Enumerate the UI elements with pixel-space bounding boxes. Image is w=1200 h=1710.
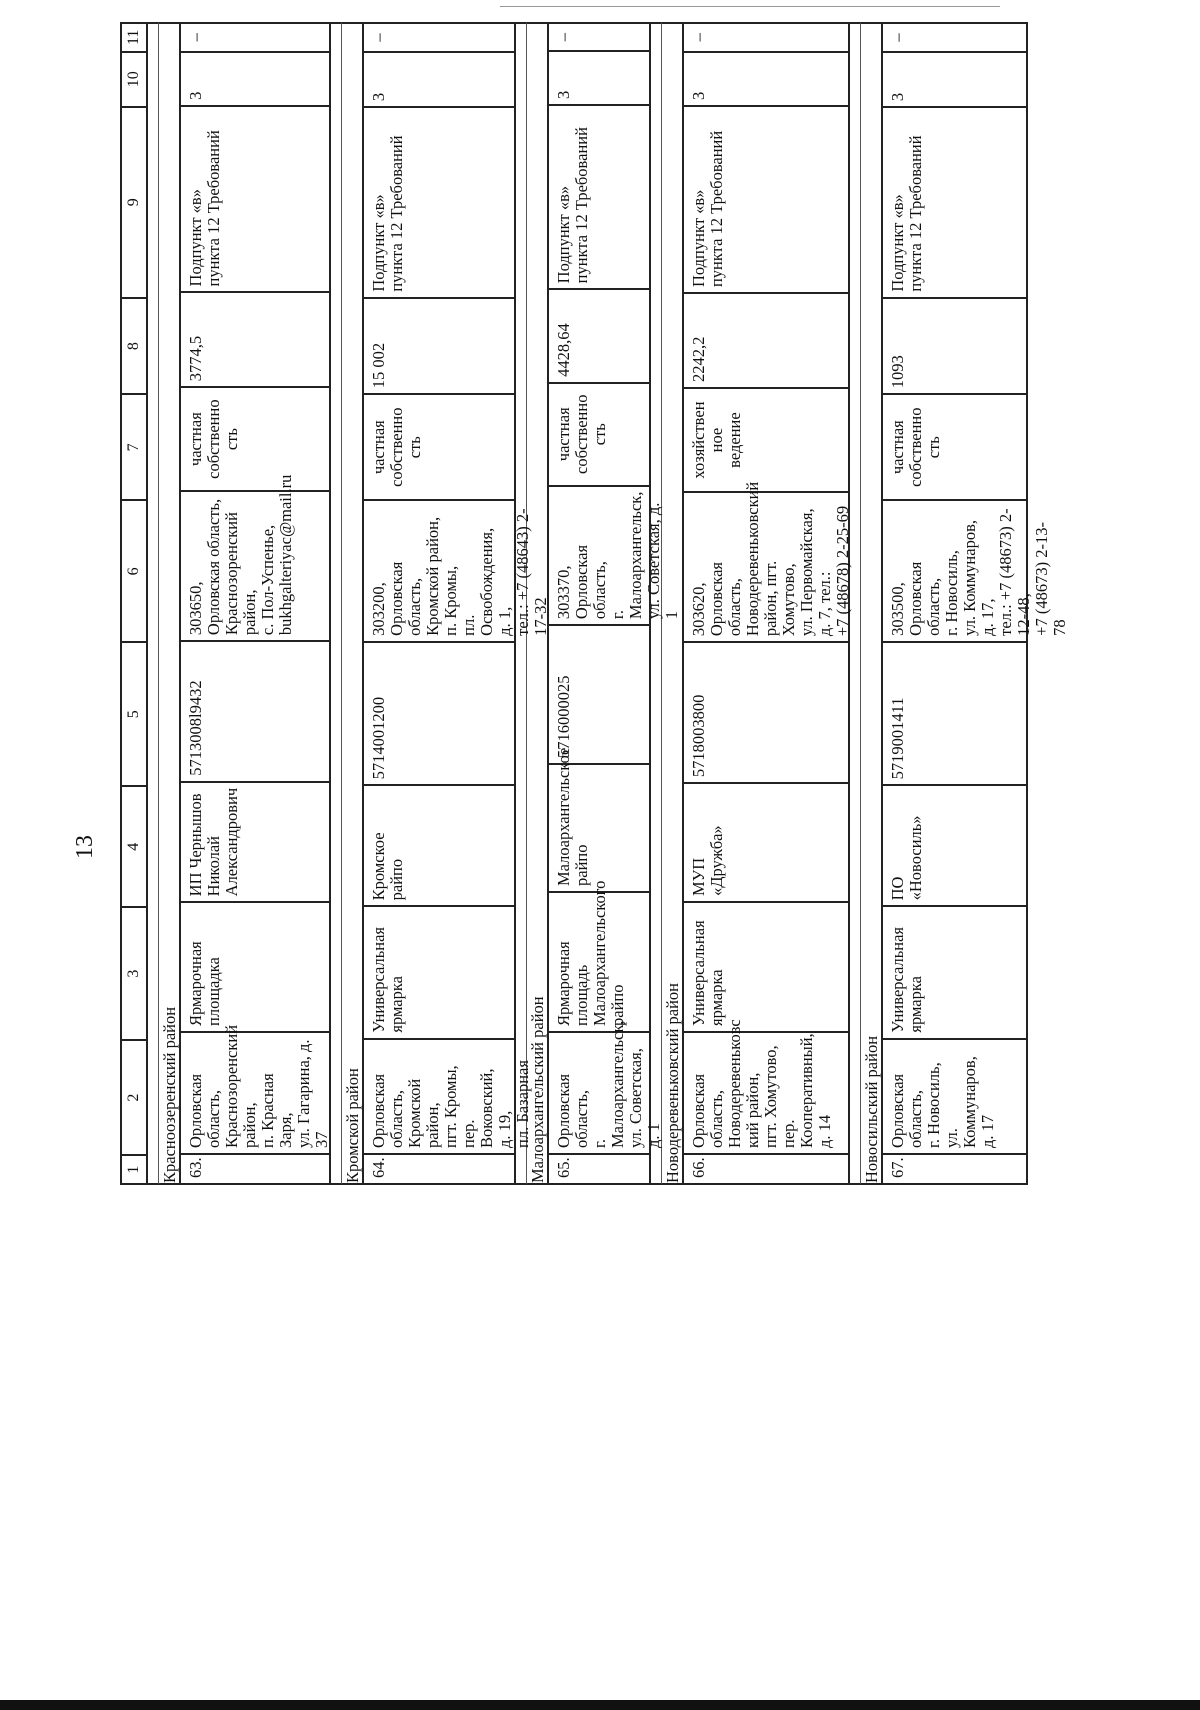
inn-cell: 5718003800 bbox=[684, 641, 848, 782]
header-cell: 1 bbox=[122, 1154, 146, 1185]
inn-cell: 5719001411 bbox=[883, 641, 1026, 785]
header-cell: 10 bbox=[122, 51, 146, 106]
type-cell: Универсальная ярмарка bbox=[364, 905, 514, 1037]
inn-cell: 5716000025 bbox=[549, 624, 649, 763]
type-cell: Универсальная ярмарка bbox=[684, 901, 848, 1031]
spacer-row bbox=[331, 22, 342, 1185]
inn-cell: 5713008l9432 bbox=[181, 640, 329, 781]
table-row bbox=[181, 22, 331, 1185]
ownership-cell: частная собственно сть bbox=[181, 386, 329, 490]
col10-cell: 3 bbox=[684, 51, 848, 105]
header-cell: 8 bbox=[122, 297, 146, 394]
address-cell: 303620, Орловская область, Новодеревеньковский район, пгт. Хомутово, ул. Первомайская, д. 7, тел.: +7 (48678) 2-25-69 bbox=[684, 491, 848, 641]
district-heading: Новодеревеньковский район bbox=[662, 22, 684, 1185]
header-cell: 11 bbox=[122, 22, 146, 51]
type-cell: Ярмарочная площадка bbox=[181, 901, 329, 1031]
location-cell: Орловская область, г. Малоархангельск, ул. Советская, д. 1 bbox=[549, 1031, 649, 1153]
header-cell: 2 bbox=[122, 1039, 146, 1155]
header-cell: 4 bbox=[122, 785, 146, 906]
area-cell: 1093 bbox=[883, 297, 1026, 394]
row-number: 67. bbox=[883, 1153, 1026, 1185]
spacer-row bbox=[148, 22, 159, 1185]
col10-cell: 3 bbox=[364, 51, 514, 106]
header-cell: 6 bbox=[122, 499, 146, 641]
district-heading: Красноозеренский район bbox=[159, 22, 181, 1185]
address-cell: 303650, Орловская область, Краснозоренский район, с. Пол-Успенье, bukhgalteriyac@mail.ru bbox=[181, 490, 329, 640]
area-cell: 3774,5 bbox=[181, 291, 329, 386]
basis-cell: Подпункт «в» пункта 12 Требований bbox=[181, 105, 329, 292]
organizer-cell: Кромское райпо bbox=[364, 784, 514, 905]
ownership-cell: хозяйствен ное ведение bbox=[684, 387, 848, 491]
basis-cell: Подпункт «в» пункта 12 Требований bbox=[883, 106, 1026, 297]
col10-cell: 3 bbox=[181, 51, 329, 105]
scan-edge-bar bbox=[0, 1700, 1200, 1710]
location-cell: Орловская область, Краснозоренский район, п. Красная Заря, ул. Гагарина, д. 37 bbox=[181, 1031, 329, 1153]
ownership-cell: частная собственно сть bbox=[364, 393, 514, 499]
basis-cell: Подпункт «в» пункта 12 Требований bbox=[364, 106, 514, 297]
scan-edge-line bbox=[500, 6, 1000, 7]
row-number: 64. bbox=[364, 1153, 514, 1185]
location-cell: Орловская область, Кромской район, пгт. Кромы, пер. Воковский, д. 19, пл. Базарная bbox=[364, 1038, 514, 1153]
col11-cell: – bbox=[883, 22, 1026, 51]
col11-cell: – bbox=[684, 22, 848, 51]
organizer-cell: Малоархангельское райпо bbox=[549, 763, 649, 891]
header-row bbox=[120, 22, 148, 1185]
header-cell: 3 bbox=[122, 906, 146, 1038]
header-cell: 9 bbox=[122, 106, 146, 297]
area-cell: 2242,2 bbox=[684, 292, 848, 387]
area-cell: 4428,64 bbox=[549, 288, 649, 382]
address-cell: 303200, Орловская область, Кромской район, п. Кромы, пл. Освобождения, д. 1, тел.: +7 (48643) 2-17-32 bbox=[364, 499, 514, 641]
table-row bbox=[684, 22, 850, 1185]
page-number: 13 bbox=[72, 835, 98, 859]
ownership-cell: частная собственно сть bbox=[883, 393, 1026, 499]
row-number: 63. bbox=[181, 1153, 329, 1185]
col11-cell: – bbox=[181, 22, 329, 51]
row-number: 65. bbox=[549, 1153, 649, 1185]
type-cell: Ярмарочная площадь Малоархангельского райпо bbox=[549, 891, 649, 1031]
organizer-cell: ИП Чернышов Николай Александрович bbox=[181, 781, 329, 902]
col10-cell: 3 bbox=[549, 50, 649, 104]
header-cell: 5 bbox=[122, 641, 146, 785]
col11-cell: – bbox=[549, 22, 649, 50]
row-number: 66. bbox=[684, 1153, 848, 1185]
header-cell: 7 bbox=[122, 393, 146, 499]
district-heading: Малоархангельский район bbox=[527, 22, 549, 1185]
col11-cell: – bbox=[364, 22, 514, 51]
inn-cell: 5714001200 bbox=[364, 641, 514, 785]
basis-cell: Подпункт «в» пункта 12 Требований bbox=[684, 105, 848, 292]
district-heading: Кромской район bbox=[342, 22, 364, 1185]
district-heading: Новосильский район bbox=[861, 22, 883, 1185]
type-cell: Универсальная ярмарка bbox=[883, 905, 1026, 1037]
col10-cell: 3 bbox=[883, 51, 1026, 106]
location-cell: Орловская область, г. Новосиль, ул. Коммунаров, д. 17 bbox=[883, 1038, 1026, 1153]
address-cell: 303370, Орловская область, г. Малоархангельск, ул. Советская, д. 1 bbox=[549, 485, 649, 624]
organizer-cell: МУП «Дружба» bbox=[684, 782, 848, 901]
location-cell: Орловская область, Новодеревеньковс кий район, пгт. Хомутово, пер. Кооперативный, д. 14 bbox=[684, 1031, 848, 1153]
address-cell: 303500, Орловская область, г. Новосиль, ул. Коммунаров, д. 17, тел.: +7 (48673) 2-12-48, +7 (48673) 2-13-78 bbox=[883, 499, 1026, 641]
registry-table bbox=[120, 22, 1069, 1185]
area-cell: 15 002 bbox=[364, 297, 514, 394]
basis-cell: Подпункт «в» пункта 12 Требований bbox=[549, 104, 649, 288]
organizer-cell: ПО «Новосиль» bbox=[883, 784, 1026, 905]
table-row bbox=[883, 22, 1069, 1185]
ownership-cell: частная собственно сть bbox=[549, 382, 649, 485]
